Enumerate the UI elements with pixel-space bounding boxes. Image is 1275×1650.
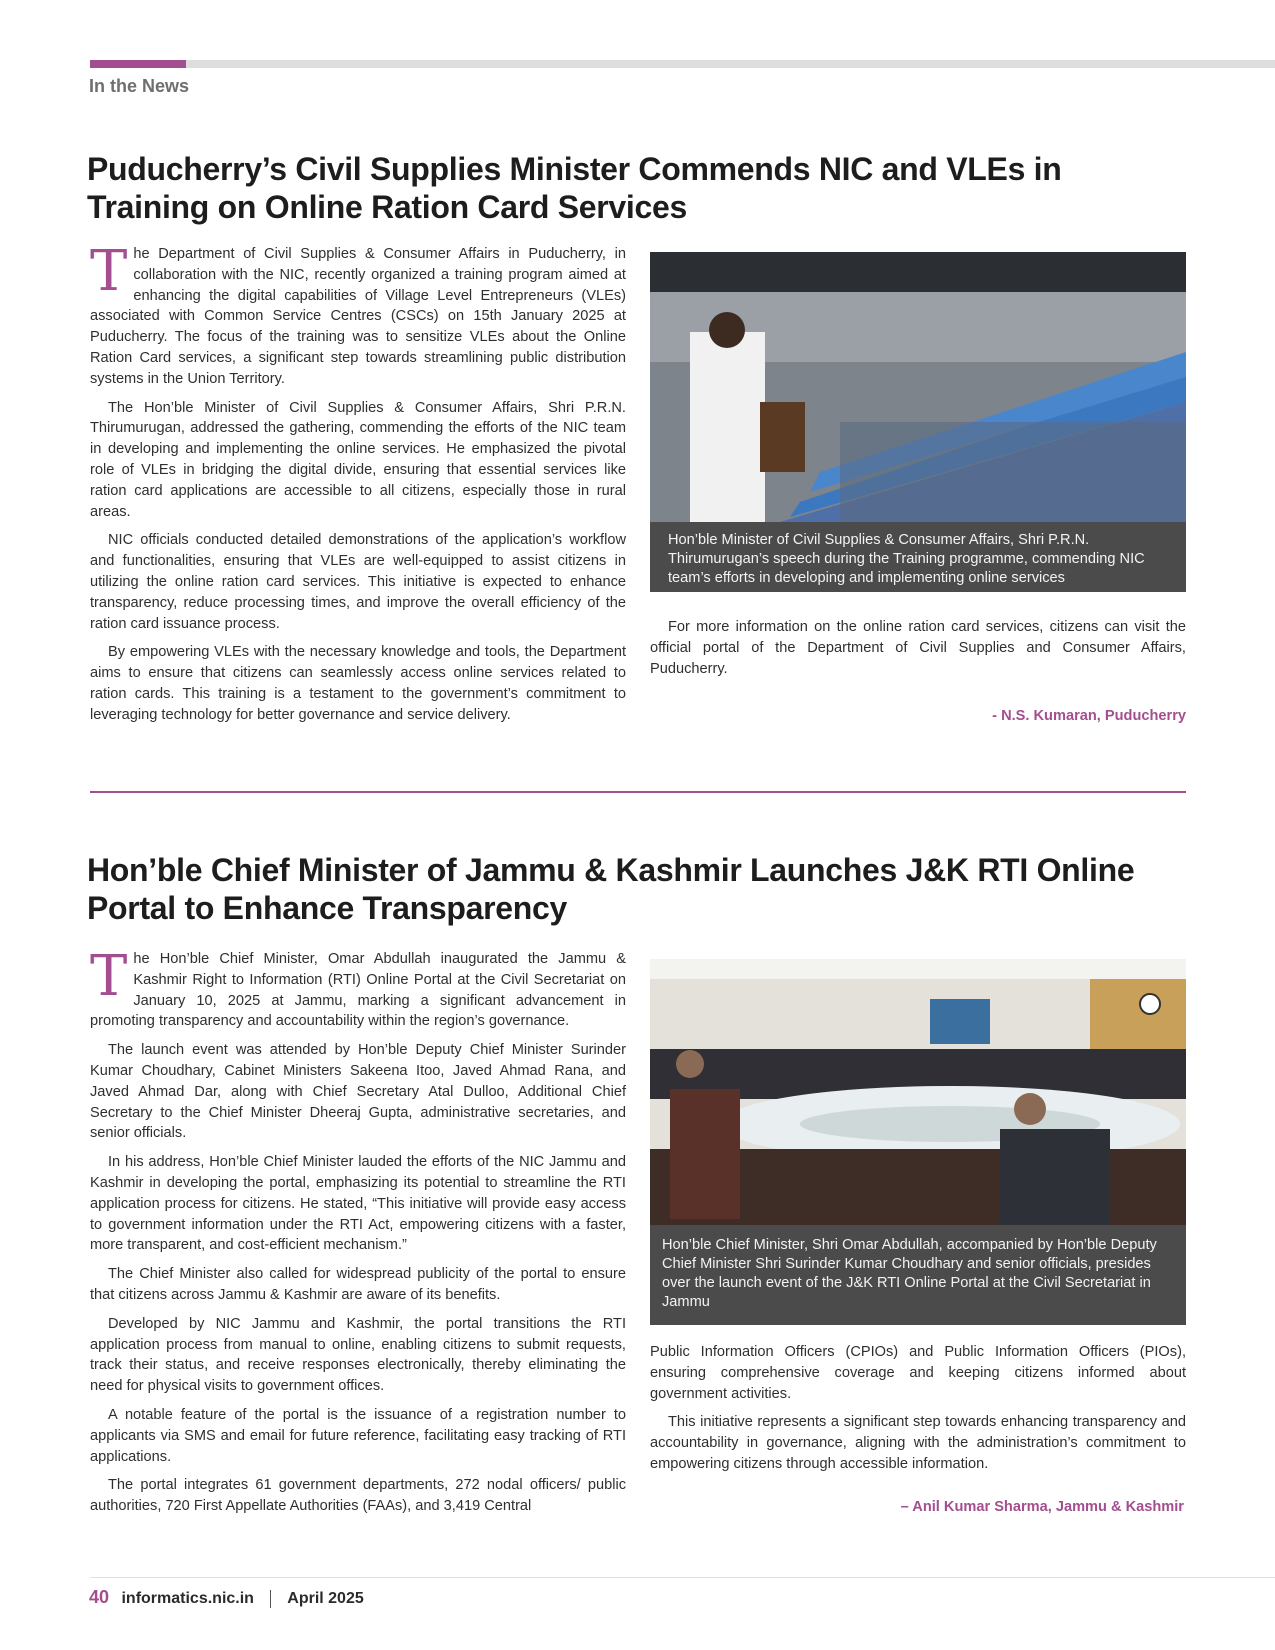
article1-photo (650, 252, 1186, 522)
article1-body (90, 239, 626, 734)
footer-site: informatics.nic.in (121, 1590, 254, 1607)
article2-paragraph: Developed by NIC Jammu and Kashmir, the portal transitions the RTI application process from manual to online, enabling citizens to submit requests, track their status, and receive responses electronically, thereby eliminating the need for physical visits to government offices. (90, 1315, 626, 1395)
article2-headline: Hon’ble Chief Minister of Jammu & Kashmir Launches J&K RTI Online Portal to Enhance Transparency (87, 852, 1135, 926)
page-number: 40 (89, 1587, 110, 1607)
page-footer (89, 1587, 364, 1608)
header-rule (186, 60, 1275, 68)
article2-body (90, 944, 626, 1525)
conference-room-photo-illustration (650, 959, 1186, 1225)
article2-byline: – Anil Kumar Sharma, Jammu & Kashmir (900, 1499, 1184, 1515)
article2-right-paragraph: This initiative represents a significant step towards enhancing transparency and accountability in governance, aligning with the administration’s commitment to empowering citizens through accessible information. (650, 1414, 1186, 1472)
footer-issue: April 2025 (287, 1590, 364, 1607)
article-divider (90, 791, 1186, 793)
dropcap: T (90, 239, 128, 304)
article2-paragraph: In his address, Hon’ble Chief Minister lauded the efforts of the NIC Jammu and Kashmir in developing the portal, emphasizing its potential to streamline the RTI application process for citizens. He stated, “This initiative will provide easy access to government information under the RTI Act, empowering citizens with a faster, more transparent, and cost-efficient mechanism.” (90, 1154, 626, 1254)
auditorium-photo-illustration (650, 252, 1186, 522)
article2-lead-paragraph (90, 944, 626, 1032)
article1-continued (650, 617, 1186, 687)
dropcap: T (90, 944, 128, 1009)
footer-separator (270, 1590, 271, 1608)
footer-rule (90, 1577, 1275, 1578)
article2-paragraph: A notable feature of the portal is the issuance of a registration number to applicants via SMS and email for future reference, facilitating easy tracking of RTI applications. (90, 1406, 626, 1465)
article2-photo (650, 959, 1186, 1225)
article1-paragraph: By empowering VLEs with the necessary knowledge and tools, the Department aims to ensure that citizens can seamlessly access online services related to ration cards. This training is a testament to the government’s commitment to leveraging technology for better governance and service delivery. (90, 644, 626, 723)
article2-right-paragraph: Public Information Officers (CPIOs) and Public Information Officers (PIOs), ensuring comprehensive coverage and keeping citizens informed about government activities. (650, 1344, 1186, 1402)
article2-continued (650, 1342, 1186, 1483)
article1-headline: Puducherry’s Civil Supplies Minister Commends NIC and VLEs in Training on Online Ration Card Services (87, 151, 1062, 225)
article1-photo-caption: Hon’ble Minister of Civil Supplies & Consumer Affairs, Shri P.R.N. Thirumurugan’s speech during the Training programme, commending NIC team’s efforts in developing and implementing online services (650, 522, 1186, 592)
article1-paragraph: The Hon’ble Minister of Civil Supplies & Consumer Affairs, Shri P.R.N. Thirumurugan, addressed the gathering, commending the efforts of the NIC team in developing and implementing the online services. He emphasized the pivotal role of VLEs in bridging the digital divide, ensuring that essential services like ration card applications are accessible to all citizens, especially those in rural areas. (90, 399, 626, 520)
article2-photo-caption: Hon’ble Chief Minister, Shri Omar Abdullah, accompanied by Hon’ble Deputy Chief Minister Shri Surinder Kumar Choudhary and senior officials, presides over the launch event of the J&K RTI Online Portal at the Civil Secretariat in Jammu (650, 1225, 1186, 1325)
article2-lead-text: he Hon’ble Chief Minister, Omar Abdullah inaugurated the Jammu & Kashmir Right to Information (RTI) Online Portal at the Civil Secretariat on January 10, 2025 at Jammu, marking a significant advancement in promoting transparency and accountability within the region’s governance. (90, 951, 626, 1030)
header-accent-bar (90, 60, 186, 68)
article1-paragraph: NIC officials conducted detailed demonstrations of the application’s workflow and functionalities, ensuring that VLEs are well-equipped to assist citizens in utilizing the online ration card services. This initiative is expected to enhance transparency, reduce processing times, and improve the overall efficiency of the ration card issuance process. (90, 532, 626, 632)
article2-paragraph: The launch event was attended by Hon’ble Deputy Chief Minister Surinder Kumar Choudhary, Cabinet Ministers Sakeena Itoo, Javed Ahmad Rana, and Javed Ahmad Dar, along with Chief Secretary Atal Dulloo, Additional Chief Secretary to the Chief Minister Dheeraj Gupta, administrative secretaries, and senior officials. (90, 1042, 626, 1142)
article1-byline: - N.S. Kumaran, Puducherry (992, 708, 1186, 724)
article1-lead-text: he Department of Civil Supplies & Consumer Affairs in Puducherry, in collaboration with the NIC, recently organized a training program aimed at enhancing the digital capabilities of Village Level Entrepreneurs (VLEs) associated with Common Service Centres (CSCs) on 15th January 2025 at Puducherry. The focus of the training was to sensitize VLEs about the Online Ration Card services, a significant step towards streamlining public distribution systems in the Union Territory. (90, 246, 626, 387)
article2-paragraph: The portal integrates 61 government departments, 272 nodal officers/ public authorities, 720 First Appellate Authorities (FAAs), and 3,419 Central (90, 1477, 626, 1515)
article2-paragraph: The Chief Minister also called for widespread publicity of the portal to ensure that citizens across Jammu & Kashmir are aware of its benefits. (90, 1266, 626, 1303)
article1-lead-paragraph (90, 239, 626, 390)
section-label: In the News (89, 76, 190, 96)
article1-right-paragraph: For more information on the online ration card services, citizens can visit the official portal of the Department of Civil Supplies and Consumer Affairs, Puducherry. (650, 619, 1186, 677)
